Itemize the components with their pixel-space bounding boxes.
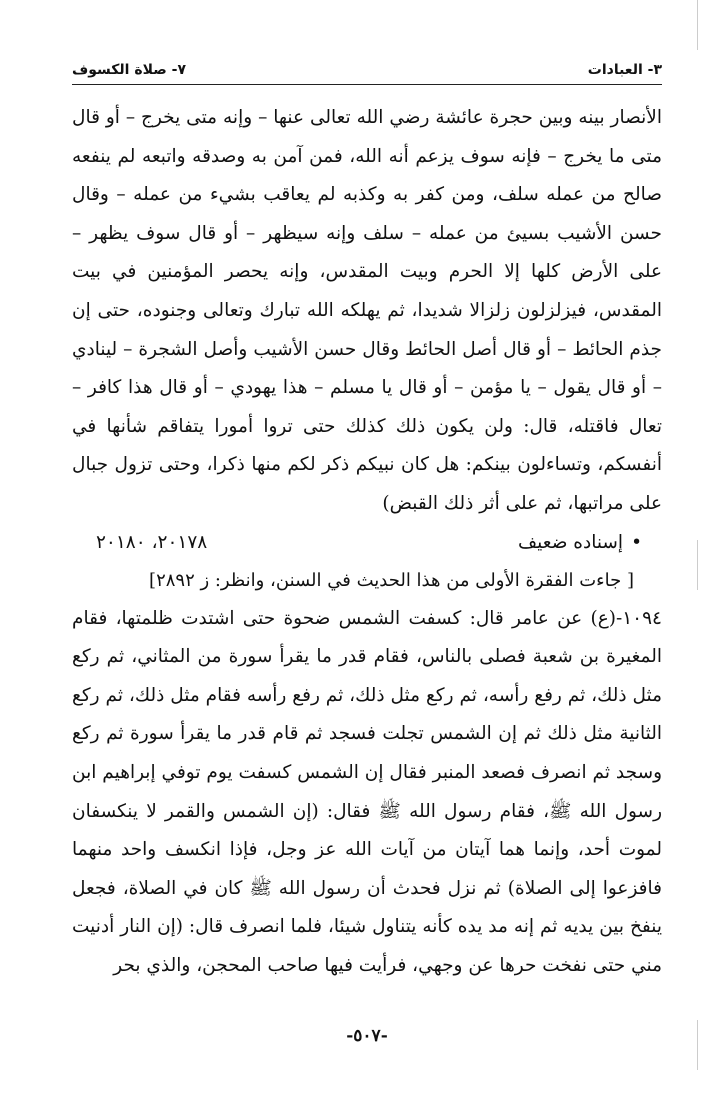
isnad-grade-text: إسناده ضعيف [518, 531, 624, 553]
isnad-grade [518, 524, 642, 562]
hadith-text: عن عامر قال: كسفت الشمس ضحوة حتى اشتدت ظلمتها، فقام المغيرة بن شعبة فصلى بالناس، فقام قدر ما يقرأ سورة من المثاني، ثم ركع مثل ذلك، ثم رفع رأسه، ثم ركع مثل ذلك، ثم رفع رأسه فقام مثل ذلك، ثم ركع الثانية مثل ذلك ثم إن الشمس تجلت فسجد ثم قام قدر ما يقرأ سورة ثم ركع وسجد ثم انصرف فصعد المنبر فقال إن الشمس كسفت يوم توفي إبراهيم ابن رسول الله ﷺ، فقام رسول الله ﷺ فقال: (إن الشمس والقمر لا ينكسفان لموت أحد، وإنما هما آيتان من آيات الله عز وجل، فإذا انكسف واحد منهما فافزعوا إلى الصلاة) ثم نزل فحدث أن رسول الله ﷺ كان في الصلاة، فجعل ينفخ بين يديه ثم إنه مد يده كأنه يتناول شيئا، فلما انصرف قال: (إن النار أدنيت مني حتى نفخت حرها عن وجهي، فرأيت فيها صاحب المحجن، والذي بحر [72, 607, 662, 976]
margin-mark [697, 1020, 698, 1070]
running-header [72, 54, 662, 85]
hadith-references: ٢٠١٧٨، ٢٠١٨٠ [96, 531, 208, 553]
book-page [72, 54, 662, 1084]
isnad-grading-row [72, 524, 662, 562]
hadith-paragraph [72, 600, 662, 986]
page-body [72, 99, 662, 985]
margin-mark [697, 540, 698, 590]
chapter-title: ٧- صلاة الكسوف [72, 62, 187, 78]
hadith-number: ١٠٩٤-(ع) [590, 607, 662, 629]
section-title: ٣- العبادات [587, 62, 662, 78]
margin-mark [697, 0, 698, 50]
hadith-continuation-paragraph: الأنصار بينه وبين حجرة عائشة رضي الله تعالى عنها – وإنه متى يخرج – أو قال متى ما يخرج – فإنه سوف يزعم أنه الله، فمن آمن به وصدقه واتبعه لم ينفعه صالح من عمله سلف، ومن كفر به وكذبه لم يعاقب بشيء من عمله – وقال حسن الأشيب بسيئ من عمله – سلف وإنه سيظهر – أو قال سوف يظهر – على الأرض كلها إلا الحرم وبيت المقدس، وإنه يحصر المؤمنين في بيت المقدس، فيزلزلون زلزالا شديدا، ثم يهلكه الله تبارك وتعالى وجنوده، حتى إن جذم الحائط – أو قال أصل الحائط وقال حسن الأشيب وأصل الشجرة – لينادي – أو قال يقول – يا مؤمن – أو قال يا مسلم – هذا يهودي – أو قال هذا كافر – تعال فاقتله، قال: ولن يكون ذلك كذلك حتى تروا أمورا يتفاقم شأنها في أنفسكم، وتساءلون بينكم: هل كان نبيكم ذكر لكم منها ذكرا، وحتى تزول جبال على مراتبها، ثم على أثر ذلك القبض) [72, 107, 662, 514]
page-number: -٥٠٧- [346, 1026, 388, 1046]
bullet-icon: • [631, 531, 642, 553]
editor-note: [ جاءت الفقرة الأولى من هذا الحديث في السنن، وانظر: ز ٢٨٩٢] [149, 569, 634, 591]
